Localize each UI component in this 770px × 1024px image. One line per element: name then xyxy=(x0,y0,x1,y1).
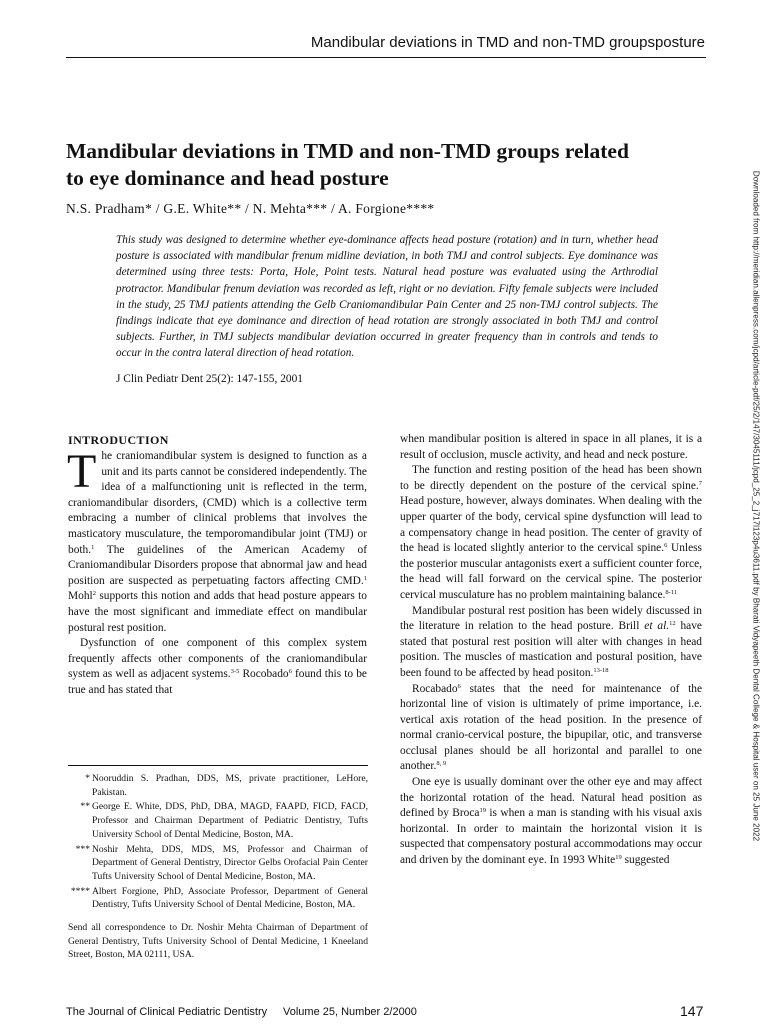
title-line-2: to eye dominance and head posture xyxy=(66,166,389,190)
running-head: Mandibular deviations in TMD and non-TMD groupsposture xyxy=(310,34,705,51)
reference-marker: 8-11 xyxy=(665,588,678,596)
right-column xyxy=(400,432,702,869)
reference-marker: 3-5 xyxy=(230,668,240,676)
correspondence-note: Send all correspondence to Dr. Noshir Mehta Chairman of Department of General Dentistry, Tufts University School of Dental Medicine, 1 Kneeland Street, Boston, MA 02111, USA. xyxy=(68,922,368,961)
footnote-mark: *** xyxy=(75,843,90,855)
intro-paragraph-1: The craniomandibular system is designed to function as a unit and its parts cannot be considered independently. The idea of a malfunctioning unit is reflected in the term, craniomandibular disorders, (CMD) which is a collective term embracing a number of clinical problems that involves the masticatory musculature, the temporomandibular joint (TMJ) or both.$^1$ The guidelines of the American Academy of Craniomandibular Disorders propose that abnormal jaw and head position are suspected as perpetuating factors affecting CMD.$^1$ Mohl$^2$ supports this notion and adds that head posture appears to have the most significant and immediate effect on mandibular postural rest position. xyxy=(67,445,367,634)
author-list: N.S. Pradham* / G.E. White** / N. Mehta*** / A. Forgione**** xyxy=(66,201,435,216)
footnote-mark: **** xyxy=(70,885,90,897)
reference-marker: 2 xyxy=(92,590,96,598)
citation: J Clin Pediatr Dent 25(2): 147-155, 2001 xyxy=(116,373,303,385)
reference-marker: 12 xyxy=(669,620,676,628)
page-number: 147 xyxy=(680,1003,704,1019)
article-title xyxy=(66,138,716,192)
body-paragraph-line-of-vision: Rocabado$^6$ states that the need for maintenance of the horizontal line of vision is ultimately of prime importance, i.e. vertical axis rotation of the head position. In the presence of normal cranio-cervical posture, the bipupilar, otic, and transverse occlusal planes should be all horizontal and parallel to one another.$^{8, 9}$ xyxy=(400,682,702,773)
footnote-mark: * xyxy=(85,773,90,784)
reference-marker: 6 xyxy=(664,542,668,550)
footer-volume: Volume 25, Number 2/2000 xyxy=(283,1006,417,1018)
footnote-rule xyxy=(68,765,368,766)
reference-marker: 6 xyxy=(457,682,461,690)
section-heading-introduction: INTRODUCTION xyxy=(68,433,169,447)
reference-marker: 8, 9 xyxy=(436,760,447,768)
footnote: ** George E. White, DDS, PhD, DBA, MAGD, FAAPD, FICD, FACD, Professor and Chairman Department of Pediatric Dentistry, Tufts University School of Dental Medicine, Boston, MA. xyxy=(68,800,368,841)
body-paragraph-rest-position: Mandibular postural rest position has been widely discussed in the literature in relation to the head posture. Brill et al.$^{12}$ have stated that postural rest position will alter with changes in head position. The muscles of mastication and postural position, have been found to be affected by head positon.$^{13-18}$ xyxy=(400,604,702,679)
author-footnotes xyxy=(68,772,368,913)
reference-marker: 1 xyxy=(363,574,367,582)
footnote: *** Noshir Mehta, DDS, MDS, MS, Professor and Chairman of Department of General Dentistry, Director Gelbs Orofacial Pain Center Tufts University School of Dental Medicine, Boston, MA. xyxy=(68,843,368,884)
body-paragraph-eye-dominance: One eye is usually dominant over the other eye and may affect the horizontal rotation of the head. Natural head position as defined by Broca$^{19}$ is when a man is standing with his visual axis horizontal. In order to maintain the horizontal vision it is suspected that compensatory postural accommodations may occur and driven by the dominant eye. In 1993 White$^{19}$ suggested xyxy=(400,776,702,867)
reference-marker: 19 xyxy=(479,807,486,815)
reference-marker: 19 xyxy=(615,854,622,862)
reference-marker: 13-18 xyxy=(593,666,609,674)
footnote-mark: ** xyxy=(80,801,90,813)
abstract: This study was designed to determine whether eye-dominance affects head posture (rotation) and in turn, whether head posture is associated with mandibular frenum midline deviation, in both TMJ and control subjects. Eye dominance was determined using three tests: Porta, Hole, Point tests. Natural head posture was evaluated using the Arthrodial protractor. Mandibular frenum deviation was recorded as left, right or no deviation. Fifty female subjects were included in the study, 25 TMJ patients attending the Gelb Craniomandibular Pain Center and 25 non-TMJ control subjects. The findings indicate that eye dominance and direction of head rotation are strongly associated in both TMJ and control subjects. Further, in TMJ subjects mandibular deviation occurred in greater frequency than in controls and tends to occur in the contra lateral direction of head rotation. xyxy=(116,234,658,360)
title-line-1: Mandibular deviations in TMD and non-TMD groups related xyxy=(66,139,629,163)
footer-journal-name: The Journal of Clinical Pediatric Dentistry xyxy=(66,1006,268,1018)
footnote: **** Albert Forgione, PhD, Associate Professor, Department of General Dentistry, Tufts University School of Dental Medicine, Boston, MA. xyxy=(68,885,368,912)
drop-cap: T xyxy=(67,445,97,498)
download-watermark-text: Downloaded from http://meridian.allenpress.com/jcpd/article-pdf/25/2/147/3045111/jcpd_25_2_j717l123p4u3611.pdf by Bharati Vidyapeeth Dental College & Hospital user on 25 June 2022 xyxy=(751,170,761,842)
intro-paragraph-2: Dysfunction of one component of this complex system frequently affects other components of the craniomandibular system as well as adjacent systems.$^{3-5}$ Rocobado$^6$ found this to be true and has stated that xyxy=(68,637,367,696)
left-column xyxy=(68,432,367,699)
reference-marker: 6 xyxy=(288,668,292,676)
body-paragraph-continued: when mandibular position is altered in space in all planes, it is a result of occlusion, muscle activity, and head and neck posture. xyxy=(400,433,702,461)
header-rule xyxy=(66,57,706,58)
body-paragraph-head-position: The function and resting position of the head has been shown to be directly dependent on the posture of the cervical spine.$^7$ Head posture, however, always dominates. When dealing with the upper quarter of the body, cervical spine dysfunction will lead to a compensatory change in head position. The center of gravity of the head is located slightly anterior to the cervical spine.$^6$ Unless the posterior muscular antagonists exert a sufficient counter force, the head will fall forward on the cervical spine. The posterior cervical musculature has no problem maintaining balance.$^{8-11}$ xyxy=(400,464,702,601)
reference-marker: 7 xyxy=(698,479,702,487)
reference-marker: 1 xyxy=(91,543,95,551)
footnote: * Nooruddin S. Pradhan, DDS, MS, private practitioner, LeHore, Pakistan. xyxy=(68,772,368,799)
